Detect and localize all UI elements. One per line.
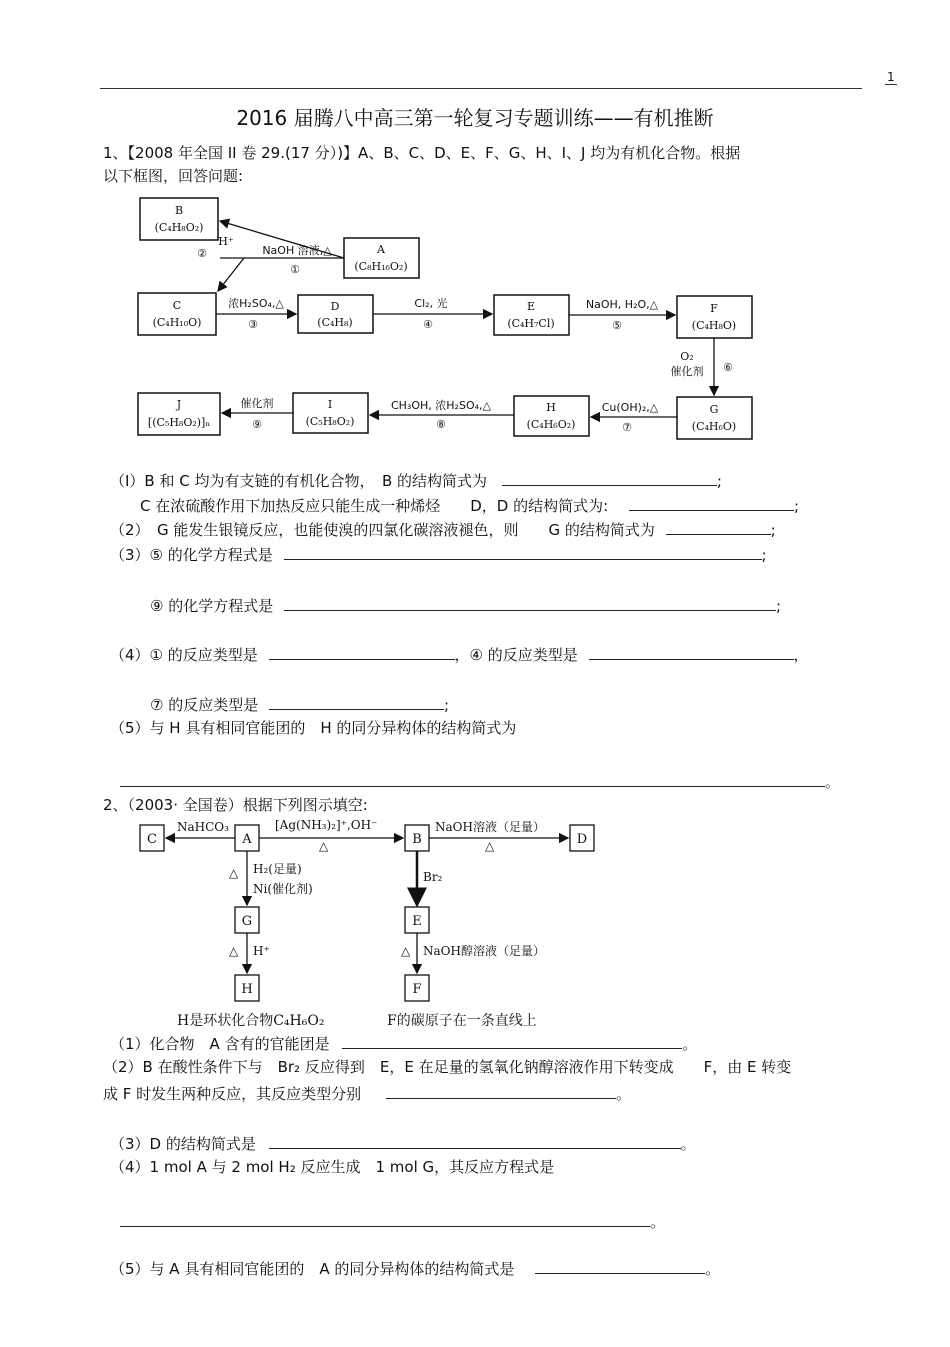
q1-step-5: ⑤	[612, 319, 622, 332]
q2-part4-end: 。	[650, 1213, 666, 1231]
q2-part4-answer-row	[120, 1210, 665, 1232]
q1-reagent-2: H⁺	[218, 235, 234, 248]
q1-part4a-end: ，	[793, 646, 809, 664]
q1-reagent-8: CH₃OH, 浓H₂SO₄,△	[391, 399, 491, 412]
q1-part3a-end: ;	[761, 546, 767, 564]
q2-reagent-ab2: △	[319, 839, 329, 853]
q1-part1b	[140, 494, 799, 516]
q1-reagent-5: NaOH, H₂O,△	[585, 298, 659, 311]
q2-reagent-bd: NaOH溶液（足量）	[435, 820, 545, 834]
q1-formula-H: (C₄H₆O₂)	[526, 418, 576, 431]
q2-flow-diagram	[135, 815, 605, 1035]
q1-part2-end: ;	[770, 521, 776, 539]
q1-part3b-text: ⑨ 的化学方程式是	[150, 597, 274, 615]
q1-step-7: ⑦	[622, 421, 632, 434]
q2-intro: 2、（2003· 全国卷）根据下列图示填空:	[103, 796, 368, 814]
q1-part5: （5）与 H 具有相同官能团的 H 的同分异构体的结构简式为	[110, 719, 517, 737]
q1-part1a-text: （I）B 和 C 均为有支链的有机化合物， B 的结构简式为	[110, 472, 488, 490]
q1-part1a-end: ;	[716, 472, 722, 490]
q1-step-9: ⑨	[252, 418, 262, 431]
q2-reagent-ag3: △	[229, 866, 239, 880]
q1-part5-end: 。	[825, 773, 841, 791]
q1-label-G: G	[709, 403, 719, 416]
q1-label-F: F	[710, 302, 718, 315]
q2-label-E: E	[412, 914, 422, 929]
q1-intro-line2: 以下框图，回答问题:	[103, 167, 244, 185]
q2-part2b	[103, 1082, 631, 1104]
q1-answer-3a[interactable]	[284, 543, 762, 560]
q1-formula-I: (C₅H₈O₂)	[305, 415, 355, 428]
q1-part5-answer-row	[120, 770, 840, 792]
q2-note-h: H是环状化合物C₄H₆O₂	[177, 1013, 325, 1029]
q1-answer-4a-1[interactable]	[269, 643, 455, 660]
q2-reagent-ag2: Ni(催化剂)	[253, 882, 313, 896]
q1-formula-C: (C₄H₁₀O)	[152, 316, 202, 329]
q1-answer-5[interactable]	[120, 770, 825, 787]
q2-reagent-ab: [Ag(NH₃)₂]⁺,OH⁻	[275, 818, 378, 832]
header-rule	[100, 88, 862, 89]
q1-reagent-9: 催化剂	[240, 397, 274, 410]
q2-answer-5[interactable]	[535, 1257, 705, 1274]
q1-formula-J: [(C₅H₈O₂)]ₙ	[147, 416, 211, 429]
q2-reagent-gh2: △	[229, 944, 239, 958]
q2-reagent-be: Br₂	[423, 870, 443, 884]
q2-label-B: B	[412, 832, 422, 847]
q1-part4b	[150, 693, 449, 715]
q1-step-8: ⑧	[436, 418, 446, 431]
q2-part1-text: （1）化合物 A 含有的官能团是	[110, 1035, 330, 1053]
q2-part2b-end: 。	[615, 1085, 631, 1103]
q1-reagent-4: Cl₂, 光	[414, 297, 448, 310]
q1-answer-2[interactable]	[666, 518, 771, 535]
q1-step-6: ⑥	[723, 361, 733, 374]
q2-part5	[110, 1257, 720, 1279]
q1-flow-diagram	[130, 193, 790, 443]
q1-intro-line1: 1、【2008 年全国 II 卷 29.(17 分）)】A、B、C、D、E、F、G、H、I、J 均为有机化合物。根据	[103, 144, 741, 162]
q1-answer-1b[interactable]	[629, 494, 794, 511]
q1-step-2: ②	[197, 247, 207, 260]
q1-step-1: ①	[290, 263, 300, 276]
q1-answer-1a[interactable]	[502, 469, 717, 486]
q2-part1	[110, 1032, 697, 1054]
q1-label-C: C	[172, 299, 182, 312]
q2-reagent-ef2: △	[401, 944, 411, 958]
q1-label-D: D	[330, 300, 340, 313]
q2-label-C: C	[147, 832, 157, 847]
q2-part1-end: 。	[682, 1035, 698, 1053]
q2-reagent-bd2: △	[485, 839, 495, 853]
q1-formula-G: (C₄H₆O)	[691, 420, 737, 433]
page-number: 1	[887, 70, 895, 84]
q2-answer-2[interactable]	[386, 1082, 616, 1099]
q1-part4a-mid: ，④ 的反应类型是	[454, 646, 578, 664]
q1-reagent-3: 浓H₂SO₄,△	[228, 297, 284, 310]
q2-reagent-ag1: H₂(足量)	[253, 862, 302, 876]
q1-part3b-end: ;	[776, 597, 782, 615]
q1-part1a	[110, 469, 722, 491]
q1-part1b-end: ;	[793, 497, 800, 515]
q1-part4b-text: ⑦ 的反应类型是	[150, 696, 259, 714]
q1-label-B: B	[174, 204, 184, 217]
q2-label-F: F	[412, 982, 422, 997]
q2-label-G: G	[241, 914, 253, 929]
q2-part2b-text: 成 F 时发生两种反应，其反应类型分别	[103, 1085, 362, 1103]
q1-part3a	[110, 543, 767, 565]
q2-answer-1[interactable]	[342, 1032, 682, 1049]
q2-label-A: A	[242, 832, 252, 847]
q1-reagent-1: NaOH 溶液,△	[262, 244, 332, 257]
q2-part4: （4）1 mol A 与 2 mol H₂ 反应生成 1 mol G，其反应方程式是	[110, 1158, 555, 1176]
q2-part5-text: （5）与 A 具有相同官能团的 A 的同分异构体的结构简式是	[110, 1260, 515, 1278]
q1-label-A: A	[377, 243, 385, 256]
q1-reagent-6a: O₂	[680, 350, 694, 363]
q1-label-J: J	[176, 398, 182, 411]
q1-part1b-text: C 在浓硫酸作用下加热反应只能生成一种烯烃 D，D 的结构简式为:	[140, 497, 609, 515]
q1-label-I: I	[327, 398, 333, 411]
page-title: 2016 届腾八中高三第一轮复习专题训练——有机推断	[236, 106, 714, 130]
q1-part4b-end: ;	[444, 696, 450, 714]
q2-reagent-ef: NaOH醇溶液（足量）	[423, 944, 545, 958]
q1-part3a-text: （3）⑤ 的化学方程式是	[110, 546, 273, 564]
q2-part2a: （2）B 在酸性条件下与 Br₂ 反应得到 E，E 在足量的氢氧化钠醇溶液作用下转变成 F，由 E 转变	[103, 1058, 792, 1076]
q1-formula-B: (C₄H₈O₂)	[154, 221, 204, 234]
q1-formula-F: (C₄H₈O)	[691, 319, 737, 332]
q1-arrow-2	[218, 258, 244, 291]
q1-part4a-text: （4）① 的反应类型是	[110, 646, 258, 664]
q2-label-D: D	[576, 832, 588, 847]
q2-part3-end: 。	[680, 1135, 696, 1153]
q1-part2	[110, 518, 776, 540]
q1-part3b	[150, 594, 781, 616]
q2-label-H: H	[241, 982, 253, 997]
q2-reagent-ac: NaHCO₃	[177, 820, 229, 834]
q2-answer-4[interactable]	[120, 1210, 650, 1227]
q1-reagent-7: Cu(OH)₂,△	[601, 401, 659, 414]
q1-step-4: ④	[423, 318, 433, 331]
q1-label-E: E	[526, 300, 536, 313]
q1-formula-D: (C₄H₈)	[317, 316, 353, 329]
q1-answer-4b[interactable]	[269, 693, 444, 710]
q2-answer-3[interactable]	[269, 1132, 681, 1149]
q1-reagent-6b: 催化剂	[670, 365, 704, 378]
q1-step-3: ③	[248, 318, 258, 331]
q2-reagent-gh: H⁺	[253, 944, 270, 958]
q1-part2-text: （2） G 能发生银镜反应，也能使溴的四氯化碳溶液褪色，则 G 的结构简式为	[110, 521, 655, 539]
q2-part3-text: （3）D 的结构简式是	[110, 1135, 256, 1153]
q2-part5-end: 。	[705, 1260, 721, 1278]
q1-formula-E: (C₄H₇Cl)	[507, 317, 555, 330]
q1-answer-4a-2[interactable]	[589, 643, 794, 660]
q2-note-f: F的碳原子在一条直线上	[387, 1013, 537, 1029]
q1-answer-3b[interactable]	[284, 594, 776, 611]
q1-part4a	[110, 643, 809, 665]
q1-label-H: H	[546, 401, 556, 414]
q1-formula-A: (C₈H₁₆O₂)	[354, 260, 408, 273]
q2-part3	[110, 1132, 696, 1154]
